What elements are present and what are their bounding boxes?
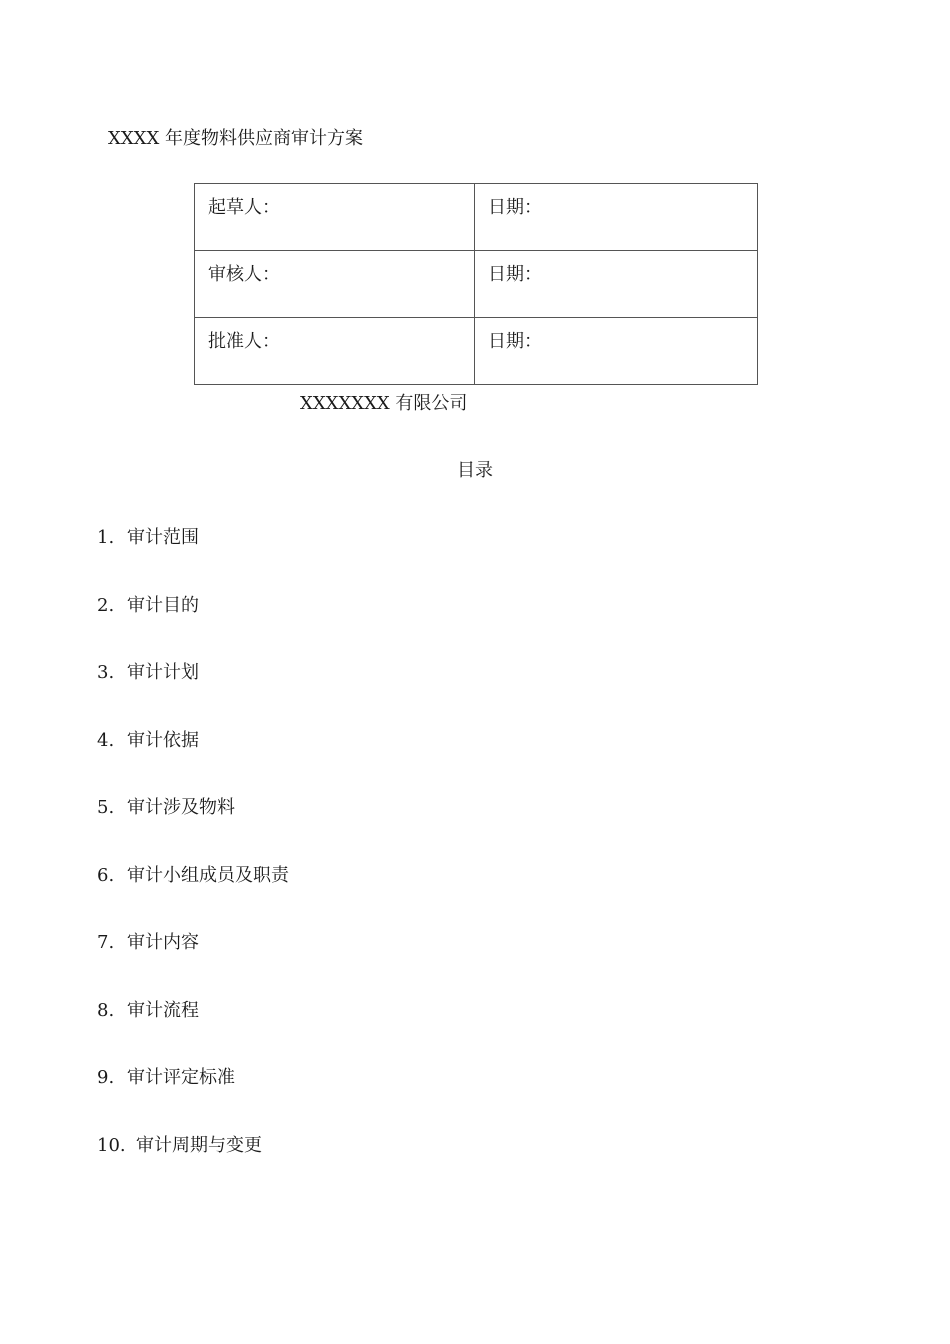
toc-item-label: 审计范围	[127, 527, 199, 548]
reviewer-date-cell: 日期：	[475, 251, 758, 318]
toc-item-number: 2.	[97, 594, 115, 616]
signature-table	[194, 183, 758, 385]
toc-item-number: 6.	[97, 864, 115, 886]
toc-item-label: 审计内容	[127, 932, 199, 953]
toc-item	[97, 1066, 289, 1134]
toc-item	[97, 796, 289, 864]
toc-item-label: 审计计划	[127, 662, 199, 683]
toc-item-number: 9.	[97, 1067, 115, 1088]
toc-item-number: 8.	[97, 999, 115, 1021]
toc-item-label: 审计涉及物料	[127, 797, 235, 818]
toc-item-label: 审计评定标准	[127, 1067, 235, 1088]
company-name: XXXXXXX 有限公司	[300, 393, 468, 414]
toc-item-label: 审计小组成员及职责	[127, 864, 289, 886]
table-row	[195, 184, 758, 251]
drafter-date-cell: 日期：	[475, 184, 758, 251]
toc-item	[97, 864, 289, 932]
toc-item	[97, 594, 289, 662]
toc-item-number: 10.	[97, 1134, 126, 1156]
toc-item	[97, 661, 289, 729]
toc-item-number: 7.	[97, 932, 115, 953]
toc-title: 目录	[457, 460, 493, 481]
reviewer-cell: 审核人：	[195, 251, 475, 318]
table-row	[195, 318, 758, 385]
toc-item-label: 审计依据	[127, 729, 199, 751]
toc-item-label: 审计目的	[127, 594, 199, 616]
drafter-cell: 起草人：	[195, 184, 475, 251]
table-row	[195, 251, 758, 318]
toc-item	[97, 999, 289, 1067]
toc-item	[97, 1134, 289, 1202]
approver-cell: 批准人：	[195, 318, 475, 385]
toc-item-number: 3.	[97, 662, 115, 683]
toc-list	[97, 526, 289, 1201]
toc-item-number: 5.	[97, 797, 115, 818]
toc-item-label: 审计周期与变更	[136, 1134, 262, 1156]
toc-item	[97, 729, 289, 797]
toc-item-number: 4.	[97, 729, 115, 751]
toc-item-label: 审计流程	[127, 999, 199, 1021]
approver-date-cell: 日期：	[475, 318, 758, 385]
toc-item	[97, 526, 289, 594]
toc-item-number: 1.	[97, 527, 115, 548]
toc-item	[97, 931, 289, 999]
document-title: XXXX 年度物料供应商审计方案	[108, 128, 363, 149]
